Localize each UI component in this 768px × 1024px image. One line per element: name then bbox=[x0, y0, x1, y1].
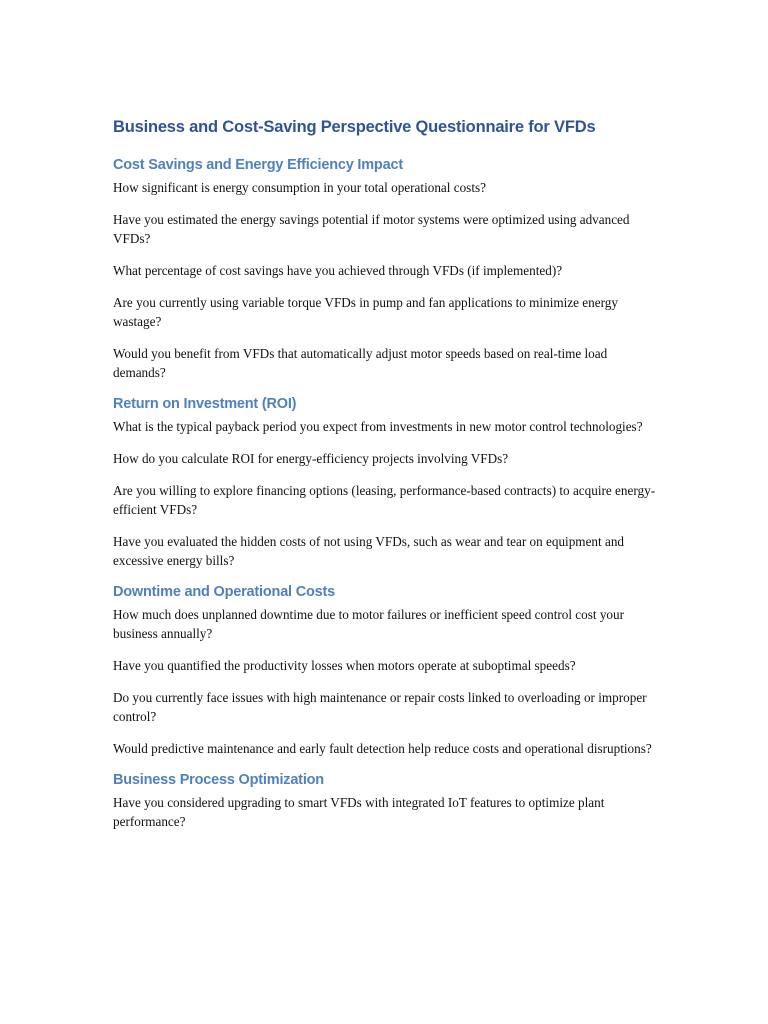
section-process-optimization bbox=[113, 771, 658, 831]
question-item: What is the typical payback period you expect from investments in new motor control technologies? bbox=[113, 419, 643, 435]
section-heading: Business Process Optimization bbox=[113, 772, 324, 789]
question-item: What percentage of cost savings have you achieved through VFDs (if implemented)? bbox=[113, 262, 563, 278]
question-item: Would predictive maintenance and early fault detection help reduce costs and operational disruptions? bbox=[113, 741, 652, 757]
section-heading: Downtime and Operational Costs bbox=[113, 584, 335, 601]
section-heading: Return on Investment (ROI) bbox=[113, 395, 297, 412]
document-page bbox=[113, 118, 658, 844]
section-heading: Cost Savings and Energy Efficiency Impact bbox=[113, 156, 403, 173]
question-item: Have you considered upgrading to smart VFDs with integrated IoT features to optimize plant performance? bbox=[113, 795, 605, 830]
question-item: Have you evaluated the hidden costs of not using VFDs, such as wear and tear on equipment and excessive energy bills? bbox=[113, 534, 625, 569]
question-item: How significant is energy consumption in your total operational costs? bbox=[113, 179, 486, 195]
question-item: Are you currently using variable torque VFDs in pump and fan applications to minimize energy wastage? bbox=[113, 294, 618, 329]
question-item: How much does unplanned downtime due to motor failures or inefficient speed control cost your business annually? bbox=[113, 607, 625, 642]
question-item: How do you calculate ROI for energy-efficiency projects involving VFDs? bbox=[113, 451, 509, 467]
question-item: Have you estimated the energy savings potential if motor systems were optimized using advanced VFDs? bbox=[113, 211, 630, 246]
section-cost-savings bbox=[113, 156, 658, 382]
section-downtime bbox=[113, 583, 658, 758]
question-item: Are you willing to explore financing options (leasing, performance-based contracts) to acquire energy-efficient VFDs? bbox=[113, 483, 656, 518]
document-title: Business and Cost-Saving Perspective Questionnaire for VFDs bbox=[113, 118, 596, 136]
section-roi bbox=[113, 395, 658, 570]
question-item: Would you benefit from VFDs that automatically adjust motor speeds based on real-time load demands? bbox=[113, 345, 608, 380]
question-item: Do you currently face issues with high maintenance or repair costs linked to overloading or improper control? bbox=[113, 690, 647, 725]
question-item: Have you quantified the productivity losses when motors operate at suboptimal speeds? bbox=[113, 658, 576, 674]
